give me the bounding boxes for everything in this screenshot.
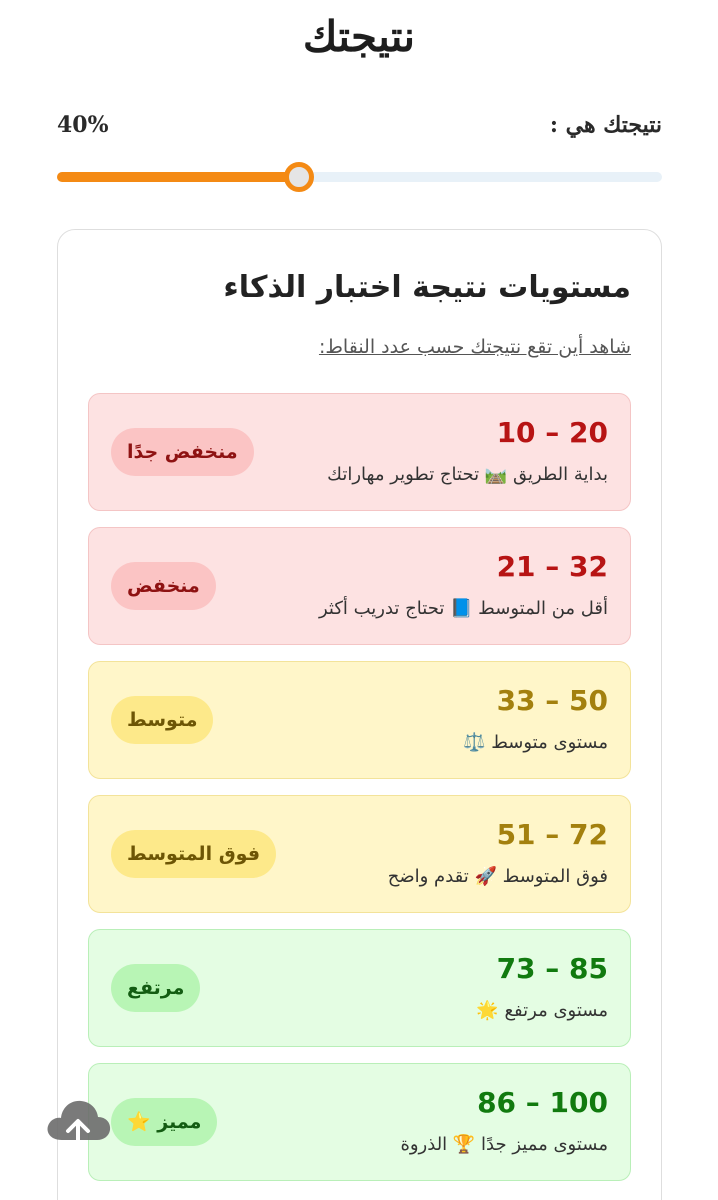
level-card-very-low [88, 393, 631, 511]
levels-card [57, 229, 662, 1200]
level-badge: فوق المتوسط [111, 830, 276, 878]
level-description: مستوى مميز جدًا 🏆 الذروة [400, 1134, 608, 1155]
level-description: بداية الطريق 🛤️ تحتاج تطوير مهاراتك [327, 464, 608, 485]
level-card-above-average [88, 795, 631, 913]
level-card-high [88, 929, 631, 1047]
level-range: 21 – 32 [496, 550, 608, 583]
level-badge: منخفض [111, 562, 216, 610]
level-range: 51 – 72 [496, 818, 608, 851]
level-description: فوق المتوسط 🚀 تقدم واضح [387, 866, 608, 887]
slider-fill [57, 172, 299, 182]
level-range: 33 – 50 [496, 684, 608, 717]
score-value: 40% [57, 112, 109, 138]
level-range: 86 – 100 [477, 1086, 608, 1119]
level-description: أقل من المتوسط 📘 تحتاج تدريب أكثر [318, 598, 608, 619]
slider-thumb[interactable] [284, 162, 314, 192]
level-card-average [88, 661, 631, 779]
level-badge: مميز ⭐ [111, 1098, 217, 1146]
level-badge: مرتفع [111, 964, 200, 1012]
score-row [57, 112, 662, 144]
level-card-low [88, 527, 631, 645]
cloud-upload-icon[interactable] [44, 1096, 112, 1154]
card-subtitle: شاهد أين تقع نتيجتك حسب عدد النقاط: [318, 336, 631, 358]
card-title: مستويات نتيجة اختبار الذكاء [223, 270, 631, 305]
level-description: مستوى متوسط ⚖️ [463, 732, 608, 753]
score-label: نتيجتك هي : [549, 112, 662, 138]
level-range: 10 – 20 [496, 416, 608, 449]
level-range: 73 – 85 [496, 952, 608, 985]
score-slider[interactable] [57, 162, 662, 192]
level-card-excellent [88, 1063, 631, 1181]
page-title: نتيجتك [302, 12, 416, 61]
level-badge: متوسط [111, 696, 213, 744]
level-description: مستوى مرتفع 🌟 [476, 1000, 608, 1021]
level-badge: منخفض جدًا [111, 428, 254, 476]
